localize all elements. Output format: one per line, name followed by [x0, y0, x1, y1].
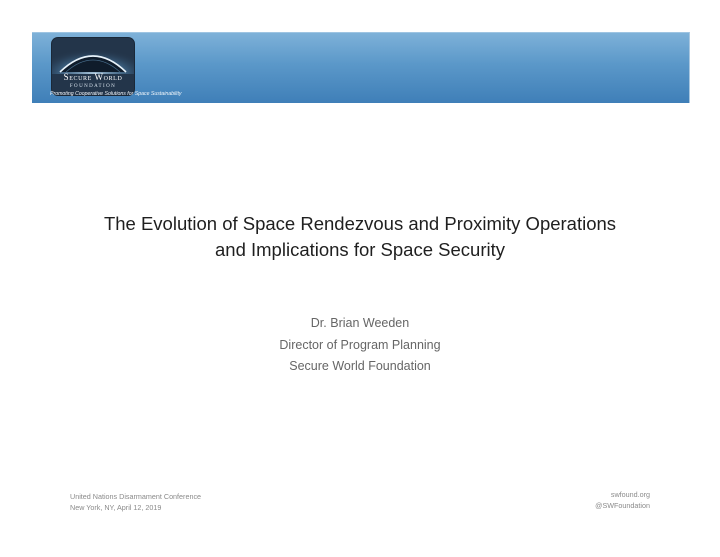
footer-handle: @SWFoundation — [595, 501, 650, 510]
logo-name: Secure World — [63, 72, 123, 82]
footer-website: swfound.org — [610, 490, 650, 499]
logo-subname: FOUNDATION — [69, 84, 117, 89]
footer-event: United Nations Disarmament Conference — [70, 492, 202, 501]
presenter-name: Dr. Brian Weeden — [310, 316, 410, 330]
earth-horizon-icon — [52, 38, 134, 74]
slide-title — [40, 211, 680, 263]
presenter-organization: Secure World Foundation — [289, 359, 431, 373]
footer-event-info — [70, 491, 201, 513]
secure-world-foundation-logo — [52, 38, 134, 95]
tagline: Promoting Cooperative Solutions for Space Sustainability — [50, 91, 182, 97]
presenter-info — [160, 313, 560, 378]
title-line-2: and Implications for Space Security — [215, 239, 505, 260]
title-line-1: The Evolution of Space Rendezvous and Proximity Operations — [103, 213, 617, 234]
footer-contact-info — [595, 489, 650, 511]
header-banner — [32, 32, 690, 103]
presenter-role: Director of Program Planning — [279, 337, 441, 352]
footer-location-date: New York, NY, April 12, 2019 — [70, 503, 162, 512]
